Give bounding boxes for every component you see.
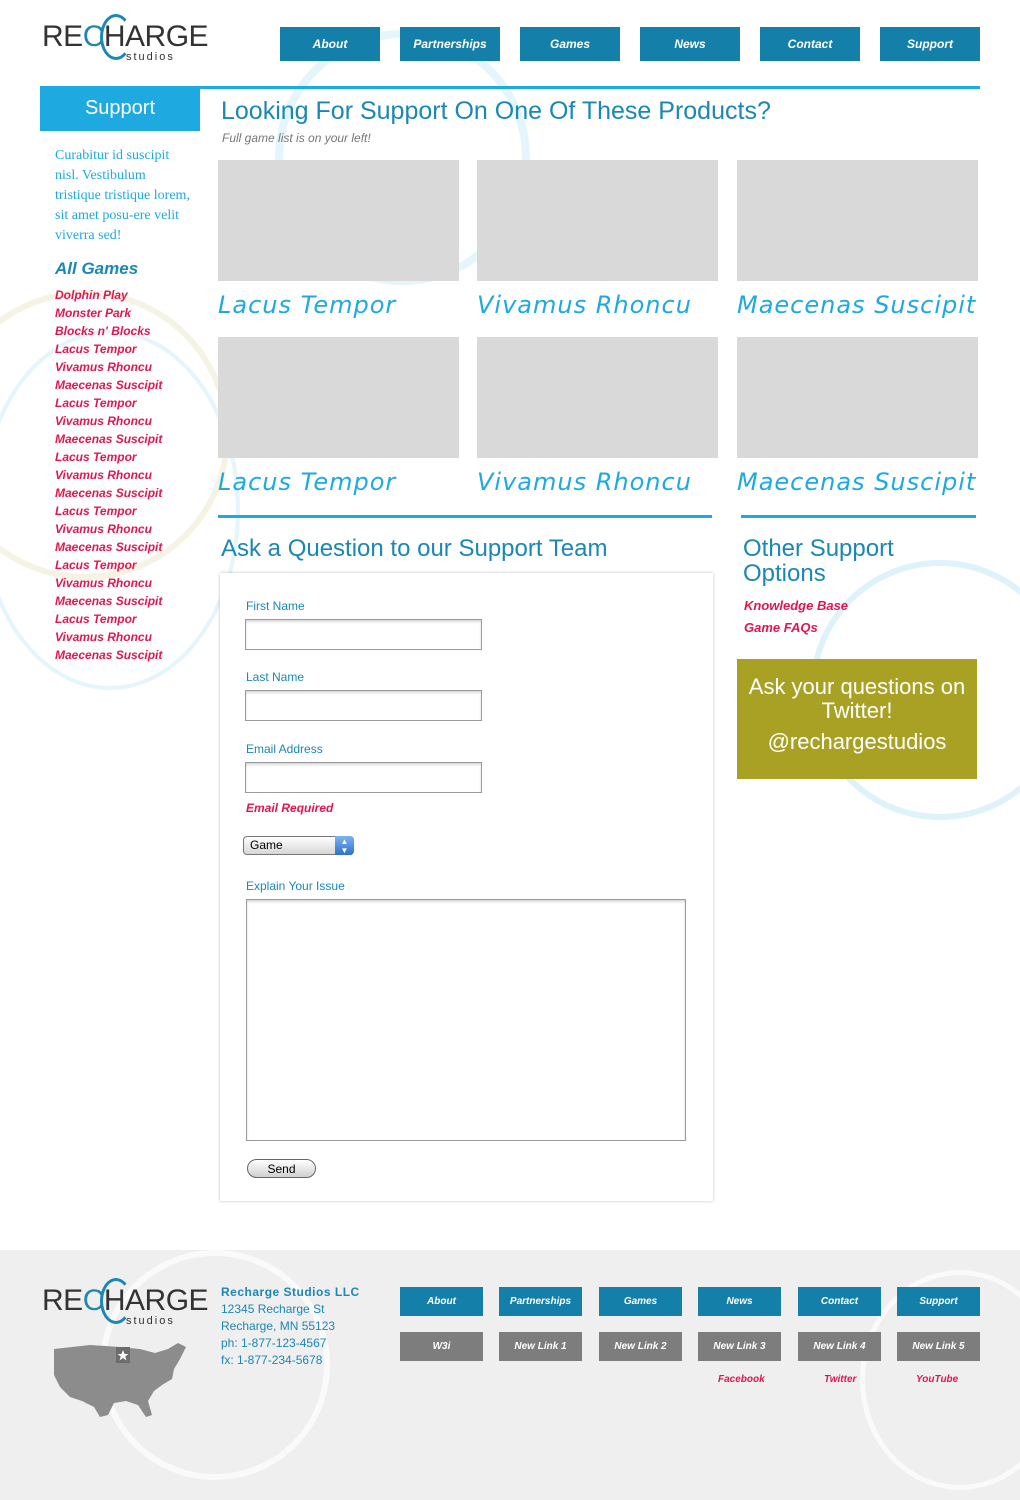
twitter-promo[interactable] (737, 659, 977, 779)
footer-games-button[interactable]: Games (599, 1287, 682, 1316)
all-games-heading: All Games (55, 259, 139, 278)
logo-subtitle: studios (126, 1315, 175, 1327)
game-link[interactable]: Lacus Tempor (55, 558, 137, 572)
product-card[interactable] (218, 337, 459, 496)
game-link[interactable]: Lacus Tempor (55, 612, 137, 626)
product-name[interactable]: Lacus Tempor (218, 468, 397, 496)
page-subtitle: Full game list is on your left! (222, 131, 371, 145)
footer-new-link-5-button[interactable]: New Link 5 (897, 1332, 980, 1361)
footer-news-button[interactable]: News (698, 1287, 781, 1316)
product-card[interactable] (477, 160, 718, 319)
game-link[interactable]: Monster Park (55, 306, 132, 320)
header-divider (200, 86, 980, 89)
product-name[interactable]: Vivamus Rhoncu (477, 468, 692, 496)
other-options-title: Other Support Options (743, 535, 894, 587)
footer-contact-button[interactable]: Contact (798, 1287, 881, 1316)
footer-new-link-3-button[interactable]: New Link 3 (698, 1332, 781, 1361)
product-name[interactable]: Lacus Tempor (218, 291, 397, 319)
footer-new-link-4-button[interactable]: New Link 4 (798, 1332, 881, 1361)
nav-contact-button[interactable]: Contact (760, 27, 860, 61)
twitter-link[interactable]: Twitter (824, 1374, 857, 1385)
twitter-handle[interactable]: @rechargestudios (767, 729, 947, 754)
game-select[interactable] (243, 836, 354, 855)
page-title: Looking For Support On One Of These Products? (221, 97, 771, 125)
nav-news-button[interactable]: News (640, 27, 740, 61)
product-thumbnail[interactable] (477, 160, 718, 281)
game-link[interactable]: Lacus Tempor (55, 342, 137, 356)
select-arrows-icon: ▲ ▼ (335, 836, 354, 855)
sidebar-blurb: Curabitur id suscipit nisl. Vestibulum tristique tristique lorem, sit amet posu-ere velit viverra sed! (55, 148, 190, 243)
game-faqs-link[interactable]: Game FAQs (744, 620, 818, 635)
facebook-link[interactable]: Facebook (718, 1374, 765, 1385)
game-link[interactable]: Dolphin Play (55, 288, 128, 302)
footer-new-link-1-button[interactable]: New Link 1 (499, 1332, 582, 1361)
footer-new-link-2-button[interactable]: New Link 2 (599, 1332, 682, 1361)
footer (0, 1250, 1020, 1500)
game-link[interactable]: Blocks n' Blocks (55, 324, 151, 338)
game-link[interactable]: Vivamus Rhoncu (55, 360, 152, 374)
logo-wordmark: RECHARGE (42, 1284, 209, 1317)
email-field[interactable] (245, 762, 482, 793)
footer-about-button[interactable]: About (400, 1287, 483, 1316)
product-name[interactable]: Maecenas Suscipit (737, 468, 977, 496)
game-link[interactable]: Maecenas Suscipit (55, 378, 163, 392)
nav-games-button[interactable]: Games (520, 27, 620, 61)
fax-number: fx: 1-877-234-5678 (221, 1353, 323, 1367)
phone-number: ph: 1-877-123-4567 (221, 1336, 327, 1350)
last-name-field[interactable] (245, 690, 482, 721)
nav-partnerships-button[interactable]: Partnerships (400, 27, 500, 61)
section-divider (741, 515, 976, 518)
game-link[interactable]: Vivamus Rhoncu (55, 468, 152, 482)
email-error-message: Email Required (246, 801, 334, 815)
product-thumbnail[interactable] (737, 337, 978, 458)
product-card[interactable] (737, 337, 978, 496)
game-link[interactable]: Maecenas Suscipit (55, 486, 163, 500)
nav-support-button[interactable]: Support (880, 27, 980, 61)
nav-about-button[interactable]: About (280, 27, 380, 61)
product-card[interactable] (218, 160, 459, 319)
youtube-link[interactable]: YouTube (916, 1374, 959, 1385)
first-name-label: First Name (246, 599, 305, 613)
first-name-field[interactable] (245, 619, 482, 650)
twitter-promo-text: Ask your questions on Twitter! (748, 674, 966, 723)
knowledge-base-link[interactable]: Knowledge Base (744, 598, 849, 613)
form-title: Ask a Question to our Support Team (221, 535, 608, 562)
game-link[interactable]: Maecenas Suscipit (55, 594, 163, 608)
send-button[interactable]: Send (247, 1159, 316, 1178)
product-card[interactable] (477, 337, 718, 496)
footer-partnerships-button[interactable]: Partnerships (499, 1287, 582, 1316)
game-link[interactable]: Lacus Tempor (55, 450, 137, 464)
game-link[interactable]: Lacus Tempor (55, 504, 137, 518)
game-link[interactable]: Maecenas Suscipit (55, 432, 163, 446)
product-thumbnail[interactable] (737, 160, 978, 281)
footer-address (221, 1284, 360, 1369)
sidebar-heading: Support (40, 86, 200, 131)
section-divider (218, 515, 712, 518)
product-card[interactable] (737, 160, 978, 319)
product-thumbnail[interactable] (477, 337, 718, 458)
game-link[interactable]: Vivamus Rhoncu (55, 630, 152, 644)
email-label: Email Address (246, 742, 323, 756)
product-name[interactable]: Maecenas Suscipit (737, 291, 977, 319)
game-select-value: Game (250, 838, 283, 852)
game-link[interactable]: Vivamus Rhoncu (55, 522, 152, 536)
address-street: 12345 Recharge St (221, 1302, 325, 1316)
product-thumbnail[interactable] (218, 337, 459, 458)
address-city: Recharge, MN 55123 (221, 1319, 336, 1333)
footer-support-button[interactable]: Support (897, 1287, 980, 1316)
logo-subtitle: studios (126, 51, 175, 63)
game-link[interactable]: Maecenas Suscipit (55, 648, 163, 662)
game-link[interactable]: Lacus Tempor (55, 396, 137, 410)
us-map-icon (50, 1335, 190, 1420)
support-form (220, 573, 713, 1201)
logo-wordmark: RECHARGE (42, 20, 209, 53)
issue-textarea[interactable] (246, 899, 686, 1141)
product-name[interactable]: Vivamus Rhoncu (477, 291, 692, 319)
games-list (55, 287, 162, 665)
company-name: Recharge Studios LLC (221, 1285, 360, 1299)
logo[interactable] (42, 14, 209, 66)
game-link[interactable]: Maecenas Suscipit (55, 540, 163, 554)
footer-logo[interactable] (42, 1278, 209, 1330)
game-link[interactable]: Vivamus Rhoncu (55, 576, 152, 590)
footer-w3i-button[interactable]: W3i (400, 1332, 483, 1361)
last-name-label: Last Name (246, 670, 305, 684)
game-link[interactable]: Vivamus Rhoncu (55, 414, 152, 428)
product-thumbnail[interactable] (218, 160, 459, 281)
issue-label: Explain Your Issue (246, 879, 345, 893)
